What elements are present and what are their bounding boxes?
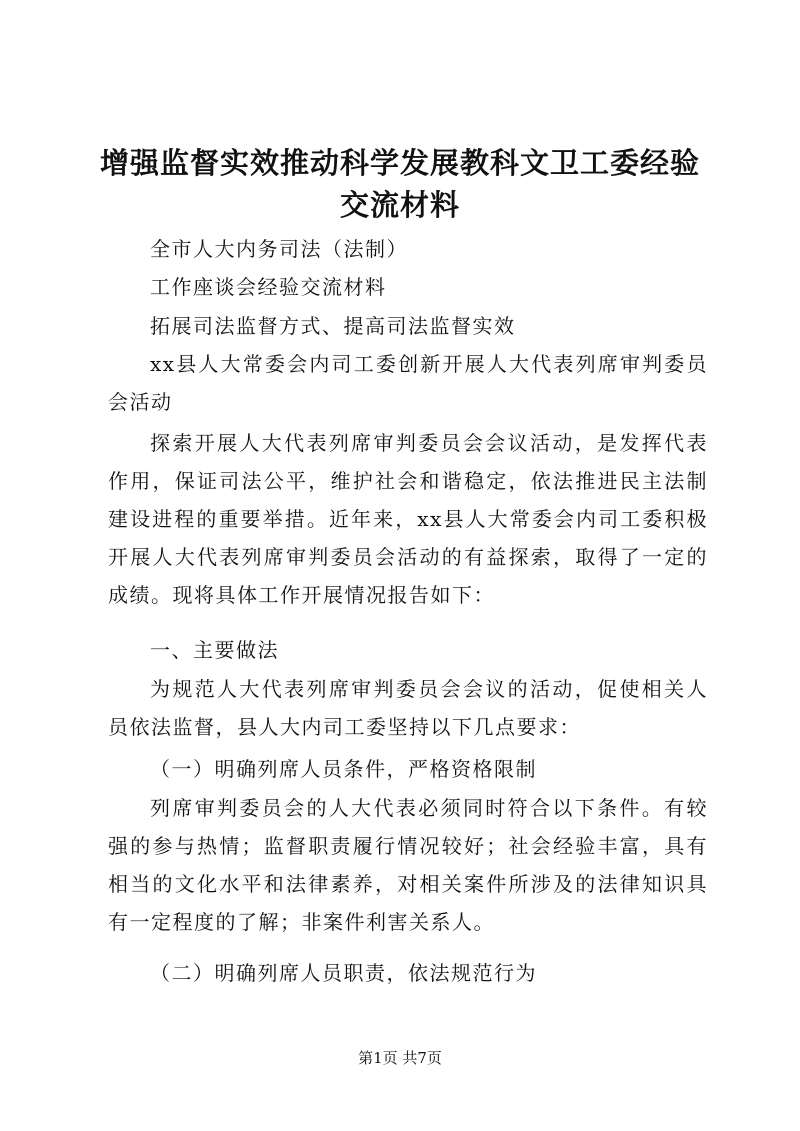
paragraph-introduction: 探索开展人大代表列席审判委员会会议活动，是发挥代表作用，保证司法公平，维护社会和谐稳定，依法推进民主法制建设进程的重要举措。近年来，xx县人大常委会内司工委积极开展人大代表列席审判委员会活动的有益探索，取得了一定的成绩。现将具体工作开展情况报告如下： (108, 431, 708, 607)
paragraph-material-type: 工作座谈会经验交流材料 (150, 275, 387, 299)
paragraph-subtitle: 拓展司法监督方式、提高司法监督实效 (150, 314, 516, 338)
subheading-attendee-duties: （二）明确列席人员职责，依法规范行为 (150, 961, 537, 985)
paragraph-county-committee: xx县人大常委会内司工委创新开展人大代表列席审判委员会活动 (108, 352, 708, 414)
paragraph-attendee-conditions: 列席审判委员会的人大代表必须同时符合以下条件。有较强的参与热情；监督职责履行情况较好；社会经验丰富，具有相当的文化水平和法律素养，对相关案件所涉及的法律知识具有一定程度的了解；非案件利害关系人。 (108, 796, 708, 934)
subheading-attendee-conditions: （一）明确列席人员条件，严格资格限制 (150, 757, 537, 781)
section-heading-main-practices: 一、主要做法 (150, 638, 279, 662)
paragraph-requirements: 为规范人大代表列席审判委员会会议的活动，促使相关人员依法监督，县人大内司工委坚持以下几点要求： (108, 677, 708, 739)
paragraph-meeting-name: 全市人大内务司法（法制） (150, 237, 408, 261)
page-number-footer: 第1页 共7页 (358, 1049, 442, 1067)
document-title: 增强监督实效推动科学发展教科文卫工委经验交流材料 (100, 146, 701, 222)
